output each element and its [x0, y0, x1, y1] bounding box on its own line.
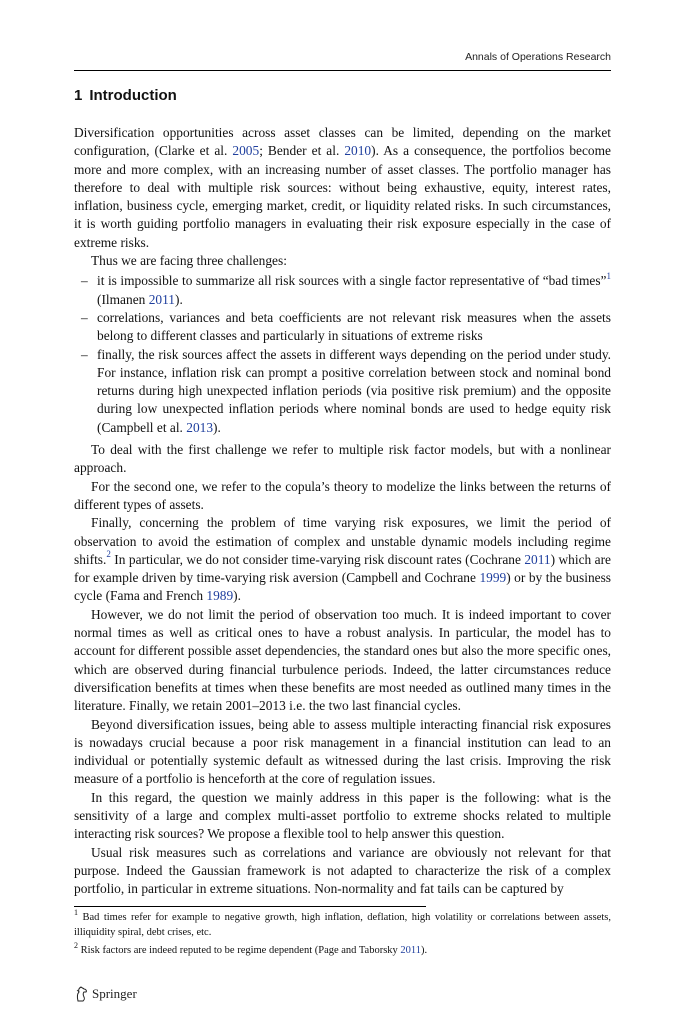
header-rule: [74, 70, 611, 71]
footnote-ref[interactable]: 2: [106, 549, 111, 560]
publisher-logo: [74, 986, 137, 1002]
text-run: In particular, we do not consider time-varying risk discount rates (Cochrane: [110, 551, 525, 567]
dash-marker: –: [81, 346, 88, 362]
body-text: [74, 124, 611, 898]
text-run: (Ilmanen: [97, 291, 149, 307]
citation-link[interactable]: 2013: [186, 419, 214, 435]
paragraph: [74, 124, 611, 252]
footnote-ref[interactable]: 1: [606, 270, 611, 281]
paragraph: Usual risk measures such as correlations and variance are obviously not relevant for that purpose. Indeed the Gaussian framework is not adapted to characterize the risk of a complex portfolio, in particular in extreme situations. Non-normality and fat tails can be captured by: [74, 844, 611, 897]
footnotes: [74, 907, 611, 963]
text-run: ) or by the business cycle (Fama and French: [74, 570, 611, 604]
citation-link[interactable]: 1989: [206, 588, 234, 604]
text-run: finally, the risk sources affect the assets in different ways depending on the period under study. For instance, inflation risk can prompt a positive correlation between stock and nominal bond returns during high unexpected inflation periods (via positive risk premium) and the opposite during low unexpected inflation periods where nominal bonds are used to hedge equity risk (Campbell et al.: [97, 346, 611, 435]
text-run: ; Bender et al.: [259, 143, 345, 159]
citation-link[interactable]: 1999: [479, 570, 507, 586]
citation-link[interactable]: 2011: [400, 945, 422, 956]
footnote-mark: 1: [74, 907, 78, 917]
citation-link[interactable]: 2005: [232, 143, 260, 159]
text-run: Finally, concerning the problem of time varying risk exposures, we limit the period of observation to avoid the estimation of complex and unstable dynamic models including regime shifts.: [74, 515, 611, 567]
text-run: it is impossible to summarize all risk sources with a single factor representative of “bad times”: [97, 273, 607, 289]
challenge-list: [74, 272, 611, 437]
section-number: 1: [74, 87, 83, 104]
dash-marker: –: [81, 309, 88, 325]
paragraph: Thus we are facing three challenges:: [91, 253, 287, 269]
footnote-text: Risk factors are indeed reputed to be regime dependent (Page and Taborsky: [80, 945, 401, 956]
text-run: ).: [213, 419, 221, 435]
citation-link[interactable]: 2011: [148, 291, 175, 307]
text-run: ). As a consequence, the portfolios become more and more complex, with an increasing number of asset classes. The portfolio manager has therefore to deal with multiple risk sources: without being exhaustive, equity, interest rates, inflation, business cycle, emerging market, credit, or liquidity related risks. In such circumstances, it is worth guiding portfolio managers in evaluating their risk exposure especially in the case of extreme risks.: [74, 143, 611, 250]
text-run: ).: [174, 291, 183, 307]
text-run: Diversification opportunities across asset classes can be limited, depending on the market configuration, (Clarke et al.: [74, 125, 611, 159]
footnote: [74, 907, 611, 940]
paragraph: In this regard, the question we mainly address in this paper is the following: what is the sensitivity of a large and complex multi-asset portfolio to extreme shocks related to multiple interacting risk sources? We propose a flexible tool to help answer this question.: [74, 789, 611, 842]
footnote-mark: 2: [74, 940, 78, 950]
paragraph: For the second one, we refer to the copula’s theory to modelize the links between the returns of different types of assets.: [74, 478, 611, 512]
list-item: [74, 309, 611, 346]
springer-horse-icon: [74, 986, 89, 1002]
text-run: ) which are for example driven by time-varying risk aversion (Campbell and Cochrane: [74, 551, 611, 586]
text-run: correlations, variances and beta coefficients are not relevant risk measures when the assets belong to different classes and particularly in situations of extreme risks: [97, 309, 611, 344]
running-head-journal: Annals of Operations Research: [465, 51, 611, 63]
paragraph: However, we do not limit the period of observation too much. It is indeed important to cover normal times as well as critical ones to have a robust analysis. In particular, the model has to account for different possible asset dependencies, the standard ones but also the more specific ones, which are observed during financial turbulence periods. Indeed, the latter circumstances reduce diversification benefits at times when these benefits are most needed as outlined many times in the literature. Finally, we retain 2001–2013 i.e. the two last financial cycles.: [74, 606, 611, 714]
publisher-name: Springer: [92, 986, 137, 1001]
section-title: Introduction: [89, 87, 177, 104]
footnote-rule: [74, 906, 426, 907]
footnote: [74, 940, 611, 959]
citation-link[interactable]: 2010: [344, 143, 372, 159]
list-item: [74, 346, 611, 437]
section-heading: [74, 87, 177, 104]
paragraph: Beyond diversification issues, being able to assess multiple interacting financial risk exposures is nowadays crucial because a poor risk management in a financial institution can lead to an individual or potentially systemic default as witnessed during the last crisis. Improving the risk measure of a portfolio is henceforth at the core of regulation issues.: [74, 716, 611, 787]
text-run: ).: [421, 945, 428, 956]
dash-marker: –: [81, 273, 88, 289]
text-run: ).: [233, 588, 241, 604]
citation-link[interactable]: 2011: [524, 551, 551, 567]
list-item: [74, 272, 611, 309]
paragraph: To deal with the first challenge we refer to multiple risk factor models, but with a nonlinear approach.: [74, 442, 611, 476]
footnote-text: Bad times refer for example to negative growth, high inflation, deflation, high volatility or correlations between assets, illiquidity spiral, debt crises, etc.: [74, 912, 611, 938]
paragraph: [74, 514, 611, 605]
